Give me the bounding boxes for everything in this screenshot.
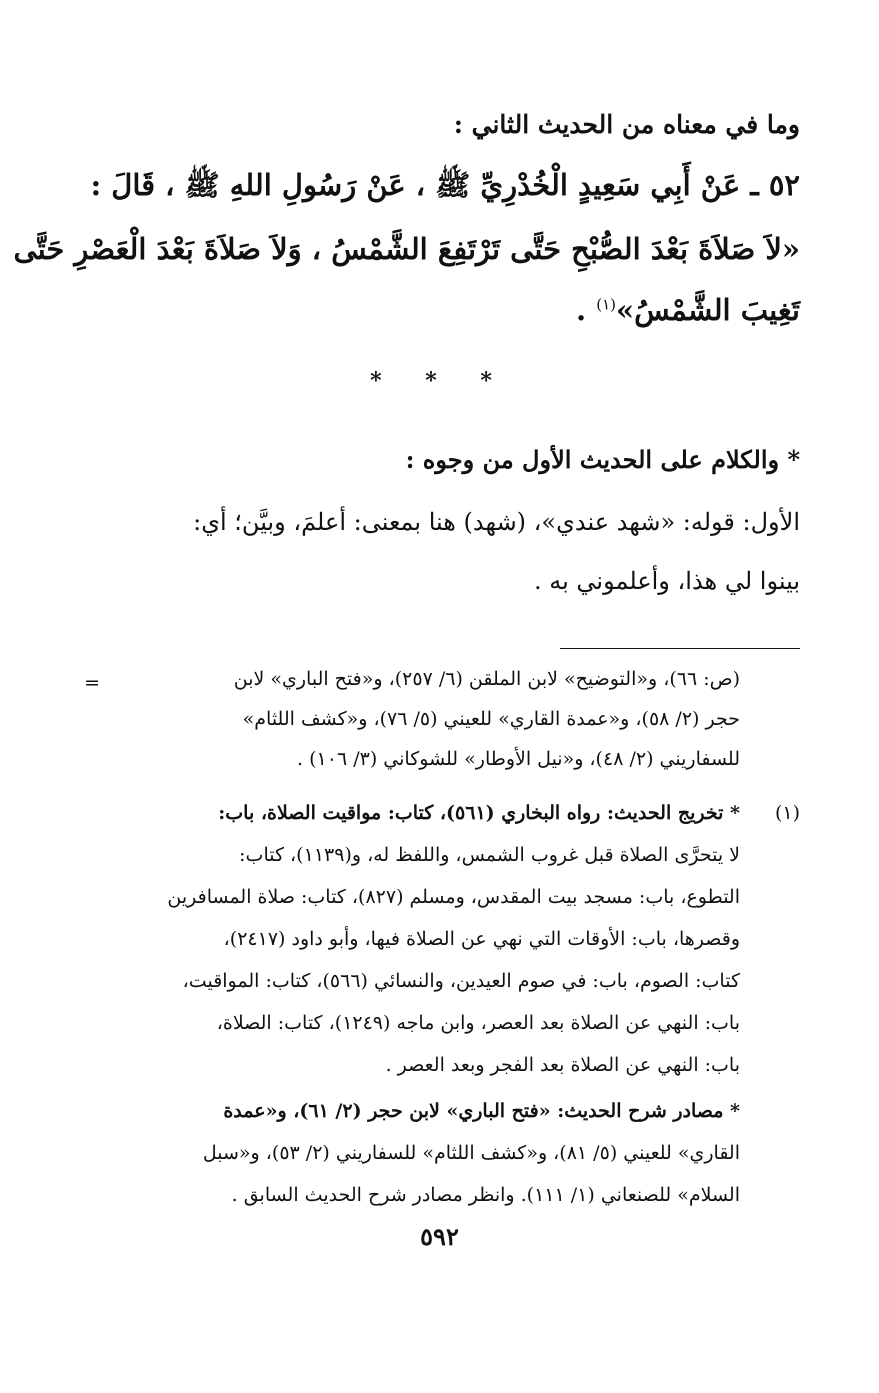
section-heading: وما في معناه من الحديث الثاني : — [453, 110, 800, 139]
page-number: ٥٩٢ — [420, 1222, 459, 1251]
continued-mark: = — [84, 672, 100, 694]
hadith-line-1: ٥٢ ـ عَنْ أَبِي سَعِيدٍ الْخُدْرِيِّ ﷺ ، عَنْ رَسُولِ اللهِ ﷺ ، قَالَ : — [90, 168, 800, 202]
footnote-1-line: وقصرها، باب: الأوقات التي نهي عن الصلاة فيها، وأبو داود (٢٤١٧)، — [223, 928, 740, 950]
footnote-2-line: * مصادر شرح الحديث: «فتح الباري» لابن حجر (٢/ ٦١)، و«عمدة — [223, 1100, 740, 1122]
hadith-line-3-end: . — [576, 293, 597, 327]
footnote-1-line: لا يتحرَّى الصلاة قبل غروب الشمس، واللفظ له، و(١١٣٩)، كتاب: — [239, 844, 740, 866]
commentary-line-1: الأول: قوله: «شهد عندي»، (شهد) هنا بمعنى: أعلمَ، وبيَّن؛ أي: — [193, 508, 800, 536]
hadith-line-3-text: تَغِيبَ الشَّمْسُ» — [615, 293, 800, 327]
footnote-divider — [560, 648, 800, 649]
hadith-line-3 — [576, 293, 800, 327]
section-separator: * * * — [370, 368, 510, 394]
footnote-1-line: كتاب: الصوم، باب: في صوم العيدين، والنسائي (٥٦٦)، كتاب: المواقيت، — [182, 970, 740, 992]
footnote-reference: (١) — [596, 295, 616, 314]
footnote-continued-line: (ص: ٦٦)، و«التوضيح» لابن الملقن (٦/ ٢٥٧)، و«فتح الباري» لابن — [233, 668, 740, 690]
footnote-1-line: باب: النهي عن الصلاة بعد الفجر وبعد العصر . — [385, 1054, 740, 1076]
hadith-line-2: «لاَ صَلاَةَ بَعْدَ الصُّبْحِ حَتَّى تَرْتَفِعَ الشَّمْسُ ، وَلاَ صَلاَةَ بَعْدَ الْعَصْرِ حَتَّى — [13, 232, 800, 266]
footnote-continued-line: حجر (٢/ ٥٨)، و«عمدة القاري» للعيني (٥/ ٧٦)، و«كشف اللثام» — [242, 708, 740, 730]
footnote-continued-line: للسفاريني (٢/ ٤٨)، و«نيل الأوطار» للشوكاني (٣/ ١٠٦) . — [297, 748, 740, 770]
footnote-1-line: التطوع، باب: مسجد بيت المقدس، ومسلم (٨٢٧)، كتاب: صلاة المسافرين — [167, 886, 740, 908]
commentary-title: * والكلام على الحديث الأول من وجوه : — [405, 445, 800, 474]
commentary-line-2: بينوا لي هذا، وأعلموني به . — [533, 567, 800, 595]
footnote-2-line: السلام» للصنعاني (١/ ١١١). وانظر مصادر شرح الحديث السابق . — [231, 1184, 740, 1206]
footnote-1-line: باب: النهي عن الصلاة بعد العصر، وابن ماجه (١٢٤٩)، كتاب: الصلاة، — [216, 1012, 740, 1034]
footnote-1-line: * تخريج الحديث: رواه البخاري (٥٦١)، كتاب: مواقيت الصلاة، باب: — [218, 802, 740, 824]
footnote-2-line: القاري» للعيني (٥/ ٨١)، و«كشف اللثام» للسفاريني (٢/ ٥٣)، و«سبل — [202, 1142, 740, 1164]
footnote-1-mark: (١) — [774, 802, 800, 824]
